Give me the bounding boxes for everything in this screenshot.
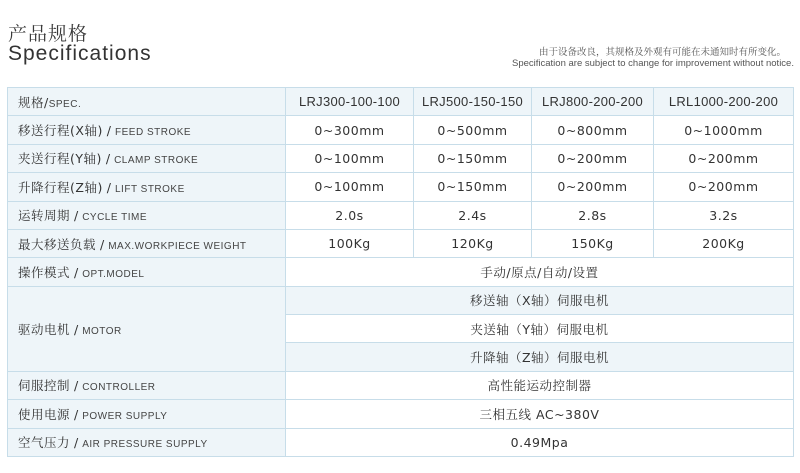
table-cell: 0~500mm <box>414 116 532 144</box>
row-label-cn: 移送行程(X轴) <box>18 123 103 139</box>
model-header: LRJ500-150-150 <box>414 88 532 116</box>
change-notice-en: Specification are subject to change for improvement without notice. <box>512 58 794 69</box>
row-label-en: POWER SUPPLY <box>82 410 168 422</box>
row-label-cn: 驱动电机 <box>18 321 71 337</box>
table-cell: 0~100mm <box>286 144 414 172</box>
table-row-motor <box>8 286 794 314</box>
table-cell: 2.0s <box>286 201 414 229</box>
table-header-row <box>8 88 794 116</box>
row-label-en: FEED STROKE <box>115 127 192 139</box>
table-cell: 2.8s <box>532 201 654 229</box>
table-row-lift-stroke <box>8 173 794 201</box>
row-label: 使用电源 / POWER SUPPLY <box>8 400 286 428</box>
row-label: 驱动电机 / MOTOR <box>8 286 286 371</box>
table-cell: 移送轴（X轴）伺服电机 <box>286 286 794 314</box>
row-label-cn: 夹送行程(Y轴) <box>18 151 102 167</box>
table-row-opt-model <box>8 258 794 286</box>
table-cell: 3.2s <box>654 201 794 229</box>
table-cell: 0~300mm <box>286 116 414 144</box>
row-label: 升降行程(Z轴) / LIFT STROKE <box>8 173 286 201</box>
table-cell: 0~150mm <box>414 144 532 172</box>
table-cell: 升降轴（Z轴）伺服电机 <box>286 343 794 371</box>
table-cell: 三相五线 AC~380V <box>286 400 794 428</box>
spec-header-en: SPEC. <box>48 98 82 110</box>
table-cell: 0~200mm <box>654 144 794 172</box>
table-cell: 0~200mm <box>532 144 654 172</box>
table-row-power <box>8 400 794 428</box>
table-cell: 120Kg <box>414 229 532 257</box>
row-label-cn: 空气压力 <box>18 435 71 451</box>
table-row-cycle-time <box>8 201 794 229</box>
row-label-en: CYCLE TIME <box>82 212 148 224</box>
row-label-cn: 最大移送负载 <box>18 236 97 252</box>
table-cell: 100Kg <box>286 229 414 257</box>
table-cell: 2.4s <box>414 201 532 229</box>
row-label: 移送行程(X轴) / FEED STROKE <box>8 116 286 144</box>
table-cell: 0~200mm <box>654 173 794 201</box>
table-row-air <box>8 428 794 457</box>
table-row-controller <box>8 371 794 399</box>
table-cell: 200Kg <box>654 229 794 257</box>
model-header: LRL1000-200-200 <box>654 88 794 116</box>
table-row-clamp-stroke <box>8 144 794 172</box>
table-cell: 夹送轴（Y轴）伺服电机 <box>286 315 794 343</box>
row-label: 夹送行程(Y轴) / CLAMP STROKE <box>8 144 286 172</box>
row-label-en: AIR PRESSURE SUPPLY <box>82 439 208 451</box>
row-label-en: CONTROLLER <box>82 382 156 394</box>
table-row-max-weight <box>8 229 794 257</box>
row-label-en: MAX.WORKPIECE WEIGHT <box>108 240 247 252</box>
row-label: 运转周期 / CYCLE TIME <box>8 201 286 229</box>
row-label-cn: 运转周期 <box>18 208 71 224</box>
table-cell: 150Kg <box>532 229 654 257</box>
row-label: 最大移送负载 / MAX.WORKPIECE WEIGHT <box>8 229 286 257</box>
row-label: 伺服控制 / CONTROLLER <box>8 371 286 399</box>
row-label-en: MOTOR <box>82 325 122 337</box>
row-label-en: LIFT STROKE <box>115 183 185 195</box>
model-header: LRJ300-100-100 <box>286 88 414 116</box>
spec-header-cell <box>8 88 286 116</box>
table-cell: 手动/原点/自动/设置 <box>286 258 794 286</box>
row-label: 空气压力 / AIR PRESSURE SUPPLY <box>8 428 286 457</box>
page-title-en: Specifications <box>8 42 152 65</box>
change-notice-cn: 由于设备改良，其规格及外观有可能在未通知时有所变化。 <box>538 47 786 58</box>
row-label-cn: 升降行程(Z轴) <box>18 179 103 195</box>
table-cell: 高性能运动控制器 <box>286 371 794 399</box>
row-label-cn: 操作模式 <box>18 264 71 280</box>
table-cell: 0~200mm <box>532 173 654 201</box>
specifications-table <box>7 87 794 457</box>
table-cell: 0~150mm <box>414 173 532 201</box>
page-title-cn: 产品规格 <box>8 23 89 45</box>
row-label-cn: 使用电源 <box>18 406 71 422</box>
table-cell: 0~100mm <box>286 173 414 201</box>
table-cell: 0.49Mpa <box>286 428 794 457</box>
row-label-en: OPT.MODEL <box>82 268 145 280</box>
table-cell: 0~1000mm <box>654 116 794 144</box>
table-cell: 0~800mm <box>532 116 654 144</box>
spec-header-cn: 规格/ <box>18 94 49 110</box>
row-label-en: CLAMP STROKE <box>114 155 199 167</box>
row-label: 操作模式 / OPT.MODEL <box>8 258 286 286</box>
model-header: LRJ800-200-200 <box>532 88 654 116</box>
table-row-feed-stroke <box>8 116 794 144</box>
row-label-cn: 伺服控制 <box>18 378 71 394</box>
